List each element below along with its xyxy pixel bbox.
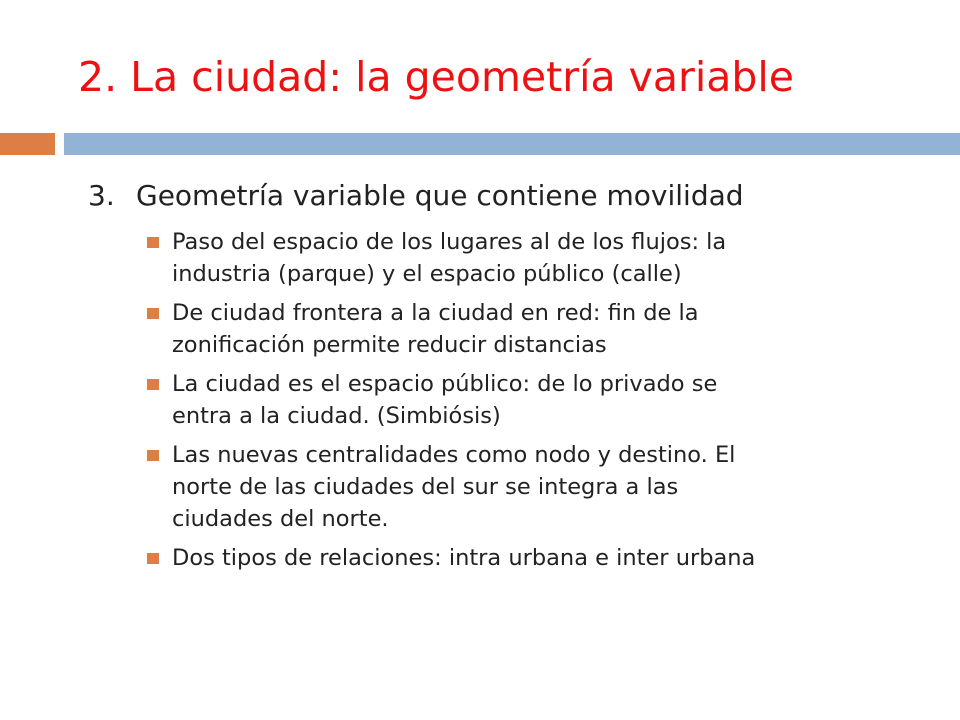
section-number: 3. <box>88 179 115 212</box>
slide-title: 2. La ciudad: la geometría variable <box>78 53 795 101</box>
bullet-line: De ciudad frontera a la ciudad en red: fin de la <box>172 300 699 326</box>
square-bullet-icon <box>147 379 159 390</box>
bullet-line: entra a la ciudad. (Simbiósis) <box>172 403 501 429</box>
bullet-line: Dos tipos de relaciones: intra urbana e inter urbana <box>172 545 756 571</box>
square-bullet-icon <box>147 553 159 564</box>
bullet-line: Las nuevas centralidades como nodo y destino. El <box>172 442 736 468</box>
square-bullet-icon <box>147 450 159 461</box>
section-heading <box>88 176 948 216</box>
bullet-list <box>146 226 906 581</box>
bullet-line: zonificación permite reducir distancias <box>172 332 607 358</box>
bullet-item <box>146 297 906 361</box>
square-bullet-icon <box>147 237 159 248</box>
bullet-item <box>146 439 906 535</box>
bullet-line: norte de las ciudades del sur se integra a las <box>172 474 679 500</box>
bullet-line: industria (parque) y el espacio público (calle) <box>172 261 682 287</box>
bullet-line: ciudades del norte. <box>172 506 389 532</box>
bullet-line: Paso del espacio de los lugares al de los flujos: la <box>172 229 727 255</box>
bullet-item <box>146 368 906 432</box>
section-heading-text: Geometría variable que contiene movilidad <box>136 179 744 212</box>
bullet-item <box>146 226 906 290</box>
bullet-line: La ciudad es el espacio público: de lo privado se <box>172 371 718 397</box>
square-bullet-icon <box>147 308 159 319</box>
bullet-item <box>146 542 906 574</box>
